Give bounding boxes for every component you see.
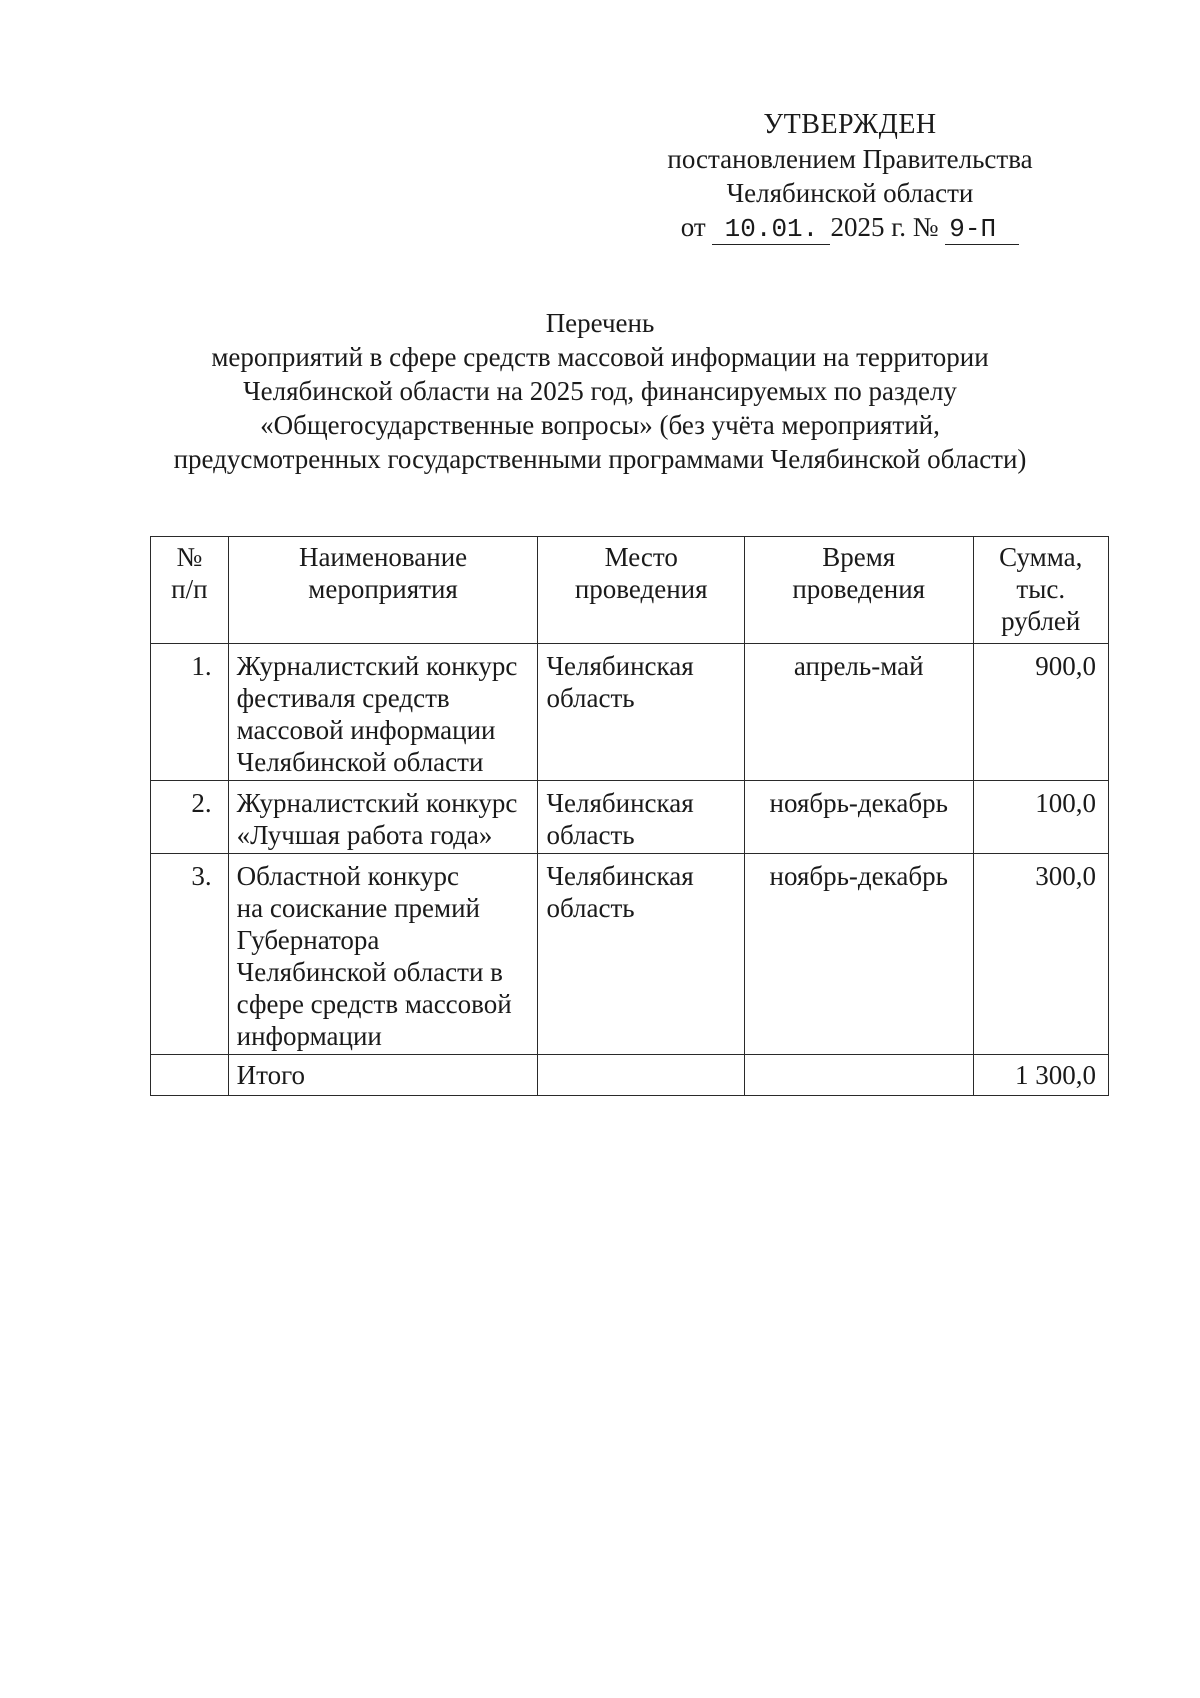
approval-heading: УТВЕРЖДЕН xyxy=(763,109,937,140)
row-sum: 100,0 xyxy=(973,781,1109,854)
row-name: Журналистский конкурс фестиваля средств массовой информации Челябинской области xyxy=(228,644,538,781)
total-number-empty xyxy=(151,1055,229,1096)
row-name: Областной конкурс на соискание премий Губернатора Челябинской области в сфере средств массовой информации xyxy=(228,854,538,1055)
header-number: № п/п xyxy=(151,537,229,644)
row-sum: 900,0 xyxy=(973,644,1109,781)
doc-number: 9-П xyxy=(945,214,1019,245)
row-number: 2. xyxy=(151,781,229,854)
title-line-3: Челябинской области на 2025 год, финансируемых по разделу xyxy=(243,376,957,406)
events-table xyxy=(150,536,1109,1096)
row-number: 3. xyxy=(151,854,229,1055)
header-time: Время проведения xyxy=(744,537,973,644)
row-time: ноябрь-декабрь xyxy=(744,854,973,1055)
approval-line-1: постановлением Правительства xyxy=(667,144,1033,174)
row-place: Челябинская область xyxy=(538,781,744,854)
approval-stamp xyxy=(640,108,1060,245)
title-line-2: мероприятий в сфере средств массовой информации на территории xyxy=(211,342,989,372)
header-place: Место проведения xyxy=(538,537,744,644)
approval-line-2: Челябинской области xyxy=(726,178,974,208)
total-place-empty xyxy=(538,1055,744,1096)
row-place: Челябинская область xyxy=(538,854,744,1055)
document-title xyxy=(100,306,1100,476)
row-time: ноябрь-декабрь xyxy=(744,781,973,854)
table-row xyxy=(151,781,1109,854)
year-text: 2025 г. № xyxy=(830,212,939,242)
title-line-1: Перечень xyxy=(545,308,655,338)
date-value: 10.01. xyxy=(712,214,830,245)
row-number: 1. xyxy=(151,644,229,781)
header-name: Наименование мероприятия xyxy=(228,537,538,644)
row-place: Челябинская область xyxy=(538,644,744,781)
approval-date-line xyxy=(640,210,1060,245)
total-time-empty xyxy=(744,1055,973,1096)
header-sum: Сумма, тыс. рублей xyxy=(973,537,1109,644)
row-time: апрель-май xyxy=(744,644,973,781)
table-row xyxy=(151,644,1109,781)
total-label: Итого xyxy=(228,1055,538,1096)
table-total-row xyxy=(151,1055,1109,1096)
table-header-row xyxy=(151,537,1109,644)
row-name: Журналистский конкурс «Лучшая работа года» xyxy=(228,781,538,854)
table-row xyxy=(151,854,1109,1055)
title-line-4: «Общегосударственные вопросы» (без учёта мероприятий, xyxy=(260,410,940,440)
total-sum: 1 300,0 xyxy=(973,1055,1109,1096)
row-sum: 300,0 xyxy=(973,854,1109,1055)
title-line-5: предусмотренных государственными программами Челябинской области) xyxy=(173,444,1027,474)
date-prefix: от xyxy=(680,212,706,242)
